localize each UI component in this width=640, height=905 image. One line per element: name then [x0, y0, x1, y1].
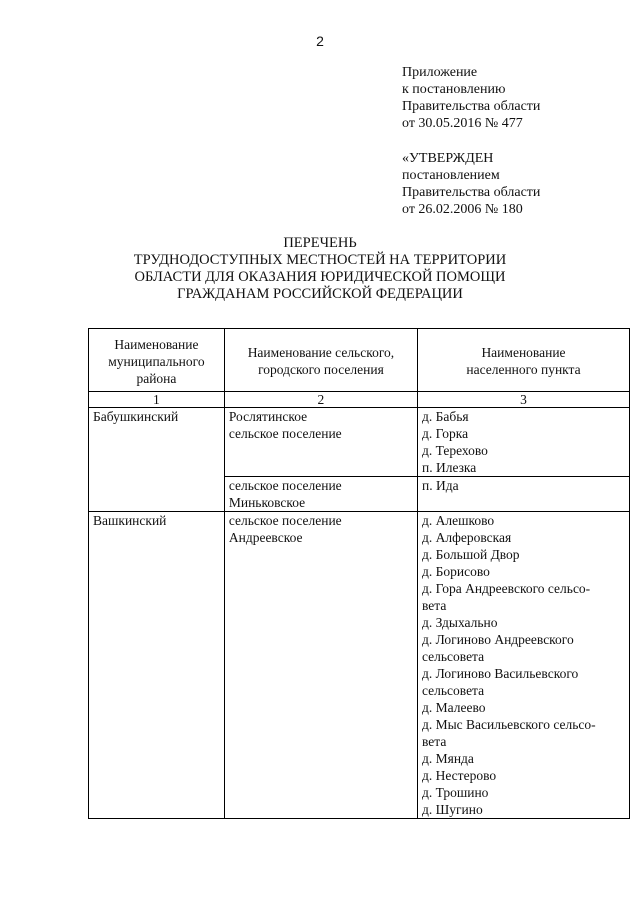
settlement-line: Миньковское: [228, 495, 306, 510]
appendix-line: Приложение: [402, 65, 478, 80]
table-row: [89, 408, 630, 477]
approved-line: от 26.02.2006 № 180: [402, 202, 523, 217]
locality-item: д. Борисово: [421, 564, 490, 579]
approved-line: Правительства области: [402, 185, 541, 200]
header-settlement: [224, 329, 417, 392]
locality-item: д. Гора Андреевского сельсо-: [421, 581, 591, 596]
settlement-line: Рослятинское: [228, 409, 308, 424]
approved-note: [402, 150, 540, 218]
locality-item: вета: [421, 734, 447, 749]
locality-item: д. Мыс Васильевского сельсо-: [421, 717, 596, 732]
settlement-line: сельское поселение: [228, 478, 342, 493]
appendix-note: [402, 64, 540, 132]
header-line: муниципального: [108, 353, 205, 369]
locality-item: д. Шугино: [421, 802, 483, 817]
table-header-row: [89, 329, 630, 392]
approved-line: постановлением: [402, 168, 500, 183]
settlement-line: Андреевское: [228, 530, 303, 545]
locality-item: д. Большой Двор: [421, 547, 520, 562]
column-number-row: [89, 392, 630, 408]
title-line: ГРАЖДАНАМ РОССИЙСКОЙ ФЕДЕРАЦИИ: [177, 286, 463, 302]
locality-item: д. Бабья: [421, 409, 469, 424]
locality-item: д. Логиново Андреевского: [421, 632, 574, 647]
settlement-line: сельское поселение: [228, 513, 342, 528]
locality-table: [88, 328, 630, 819]
locality-item: д. Горка: [421, 426, 469, 441]
document-title: [120, 235, 520, 303]
locality-item: п. Ида: [421, 478, 459, 493]
header-line: Наименование: [114, 336, 199, 352]
district-cell: Бабушкинский: [89, 408, 225, 512]
locality-item: д. Логиново Васильевского: [421, 666, 579, 681]
locality-item: п. Илезка: [421, 460, 477, 475]
appendix-line: к постановлению: [402, 82, 506, 97]
header-line: Наименование сельского,: [247, 345, 395, 360]
column-number: 3: [417, 392, 629, 408]
appendix-line: Правительства области: [402, 99, 541, 114]
settlement-cell: [224, 512, 417, 819]
title-line: ТРУДНОДОСТУПНЫХ МЕСТНОСТЕЙ НА ТЕРРИТОРИИ: [133, 252, 507, 268]
locality-item: д. Здыхально: [421, 615, 498, 630]
settlement-cell: [224, 477, 417, 512]
header-locality: [417, 329, 629, 392]
locality-item: сельсовета: [421, 649, 485, 664]
locality-item: вета: [421, 598, 447, 613]
approved-line: «УТВЕРЖДЕН: [402, 151, 494, 166]
locality-item: д. Алферовская: [421, 530, 512, 545]
locality-cell: [417, 408, 629, 477]
page-number: 2: [316, 33, 324, 49]
locality-cell: [417, 512, 629, 819]
locality-item: д. Алешково: [421, 513, 495, 528]
settlement-line: сельское поселение: [228, 426, 342, 441]
locality-item: сельсовета: [421, 683, 485, 698]
locality-cell: [417, 477, 629, 512]
district-cell: Вашкинский: [89, 512, 225, 819]
settlement-cell: [224, 408, 417, 477]
title-line: ПЕРЕЧЕНЬ: [283, 235, 357, 251]
header-line: населенного пункта: [466, 362, 581, 377]
header-line: Наименование: [481, 345, 566, 360]
locality-item: д. Мянда: [421, 751, 474, 766]
locality-item: д. Малеево: [421, 700, 486, 715]
locality-item: д. Трошино: [421, 785, 489, 800]
locality-item: д. Нестерово: [421, 768, 497, 783]
column-number: 2: [224, 392, 417, 408]
locality-item: д. Терехово: [421, 443, 488, 458]
header-line: района: [136, 370, 177, 386]
header-line: городского поселения: [258, 362, 384, 377]
appendix-line: от 30.05.2016 № 477: [402, 116, 523, 131]
header-district: [89, 329, 225, 392]
table-row: [89, 512, 630, 819]
title-line: ОБЛАСТИ ДЛЯ ОКАЗАНИЯ ЮРИДИЧЕСКОЙ ПОМОЩИ: [134, 269, 506, 285]
column-number: 1: [89, 392, 225, 408]
